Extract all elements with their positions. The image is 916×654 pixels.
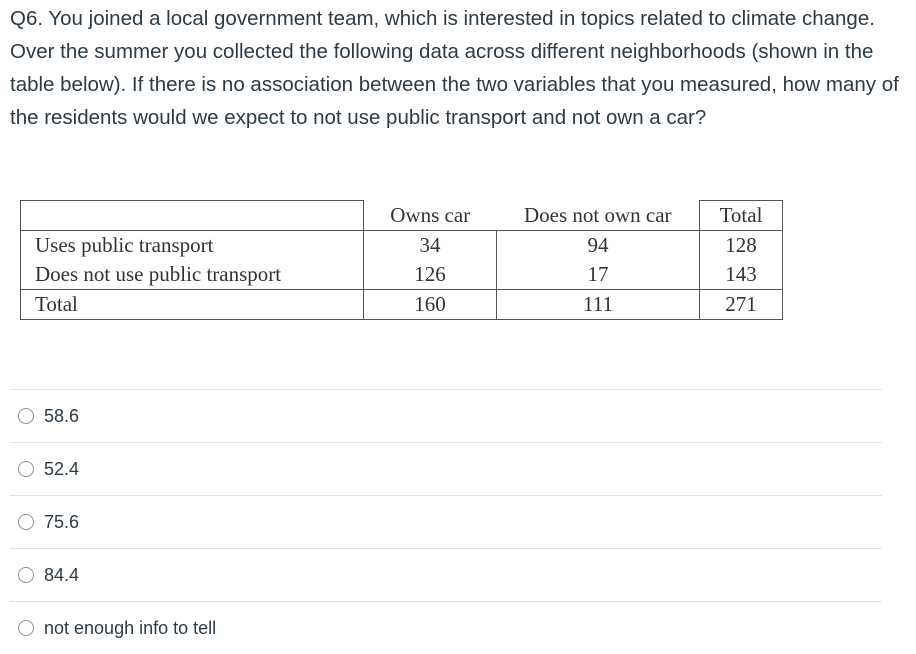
radio-button[interactable] (18, 620, 34, 636)
answer-label: 84.4 (44, 564, 80, 585)
cell-not-own-car: 94 (497, 231, 700, 261)
cell-owns-car: 160 (364, 290, 497, 320)
cell-not-own-car: 111 (497, 290, 700, 320)
table-header-not-own-car: Does not own car (497, 201, 700, 231)
table-header-owns-car: Owns car (390, 202, 471, 227)
answer-label: 52.4 (44, 458, 80, 479)
answer-label: 75.6 (44, 511, 80, 532)
row-label: Uses public transport (21, 231, 364, 261)
table-header-empty (21, 201, 364, 231)
answer-label: 58.6 (44, 405, 80, 426)
table-header-row (21, 201, 783, 231)
answer-list (10, 389, 882, 654)
question-text: Q6. You joined a local government team, which is interested in topics related to climate change. Over the summer you collected the following data across different neighborhoods (shown in the table below). If there is no association between the two variables that you measured, how many of the residents would we expect to not use public transport and not own a car? (10, 7, 899, 129)
table-header-total: Total (700, 201, 783, 231)
answer-label: not enough info to tell (44, 617, 217, 638)
contingency-table (20, 200, 783, 320)
row-label: Does not use public transport (21, 260, 364, 290)
radio-button[interactable] (18, 408, 34, 424)
radio-button[interactable] (18, 461, 34, 477)
cell-total: 128 (700, 231, 783, 261)
table-row (21, 290, 783, 320)
answer-option-2[interactable] (10, 442, 882, 495)
radio-button[interactable] (18, 567, 34, 583)
cell-owns-car: 34 (364, 231, 497, 261)
radio-button[interactable] (18, 514, 34, 530)
cell-total: 271 (700, 290, 783, 320)
answer-option-1[interactable] (10, 389, 882, 442)
cell-total: 143 (700, 260, 783, 290)
answer-option-4[interactable] (10, 548, 882, 601)
row-label: Total (21, 290, 364, 320)
cell-not-own-car: 17 (497, 260, 700, 290)
table-row (21, 231, 783, 261)
table-row (21, 260, 783, 290)
cell-owns-car: 126 (364, 260, 497, 290)
answer-option-3[interactable] (10, 495, 882, 548)
answer-option-5[interactable] (10, 601, 882, 654)
